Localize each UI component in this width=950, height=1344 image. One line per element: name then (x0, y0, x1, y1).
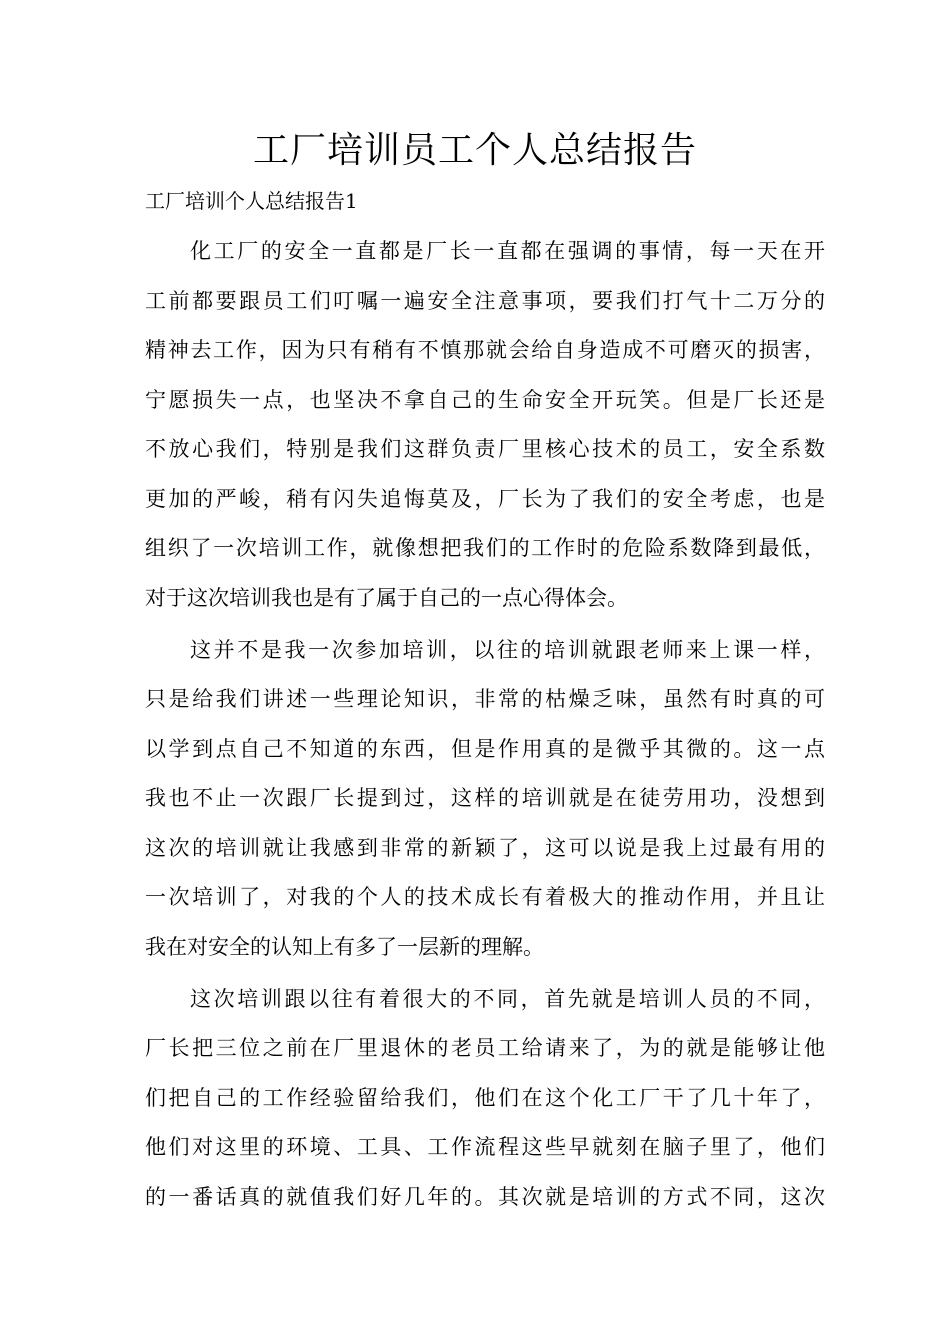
paragraph-2-line-5: 这次的培训就让我感到非常的新颖了，这可以说是我上过最有用的 (145, 836, 825, 860)
paragraph-2-line-2: 只是给我们讲述一些理论知识，非常的枯燥乏味，虽然有时真的可 (145, 687, 825, 711)
paragraph-3-line-5: 的一番话真的就值我们好几年的。其次就是培训的方式不同，这次 (145, 1185, 825, 1209)
document-subtitle: 工厂培训个人总结报告1 (145, 189, 358, 213)
paragraph-2-line-7: 我在对安全的认知上有多了一层新的理解。 (145, 935, 544, 959)
paragraph-3-line-3: 们把自己的工作经验留给我们，他们在这个化工厂干了几十年了， (145, 1086, 825, 1110)
paragraph-3-line-1: 这次培训跟以往有着很大的不同，首先就是培训人员的不同， (190, 987, 825, 1011)
paragraph-2-line-1: 这并不是我一次参加培训，以往的培训就跟老师来上课一样， (190, 638, 825, 662)
paragraph-2-line-6: 一次培训了，对我的个人的技术成长有着极大的推动作用，并且让 (145, 885, 825, 909)
paragraph-1-line-4: 宁愿损失一点，也坚决不拿自己的生命安全开玩笑。但是厂长还是 (145, 388, 825, 412)
paragraph-1-line-6: 更加的严峻，稍有闪失追悔莫及，厂长为了我们的安全考虑，也是 (145, 487, 825, 511)
paragraph-3-line-2: 厂长把三位之前在厂里退休的老员工给请来了，为的就是能够让他 (145, 1036, 825, 1060)
paragraph-1-line-5: 不放心我们，特别是我们这群负责厂里核心技术的员工，安全系数 (145, 437, 825, 461)
paragraph-2-line-3: 以学到点自己不知道的东西，但是作用真的是微乎其微的。这一点 (145, 737, 825, 761)
paragraph-1-line-1: 化工厂的安全一直都是厂长一直都在强调的事情，每一天在开 (190, 239, 825, 263)
paragraph-1-line-7: 组织了一次培训工作，就像想把我们的工作时的危险系数降到最低， (145, 536, 825, 560)
paragraph-2-line-4: 我也不止一次跟厂长提到过，这样的培训就是在徒劳用功，没想到 (145, 786, 825, 810)
document-title: 工厂培训员工个人总结报告 (252, 130, 697, 171)
paragraph-1-line-3: 精神去工作，因为只有稍有不慎那就会给自身造成不可磨灭的损害， (145, 338, 825, 362)
paragraph-3-line-4: 他们对这里的环境、工具、工作流程这些早就刻在脑子里了，他们 (145, 1135, 825, 1159)
paragraph-1-line-8: 对于这次培训我也是有了属于自己的一点心得体会。 (145, 586, 628, 610)
paragraph-1-line-2: 工前都要跟员工们叮嘱一遍安全注意事项，要我们打气十二万分的 (145, 289, 825, 313)
